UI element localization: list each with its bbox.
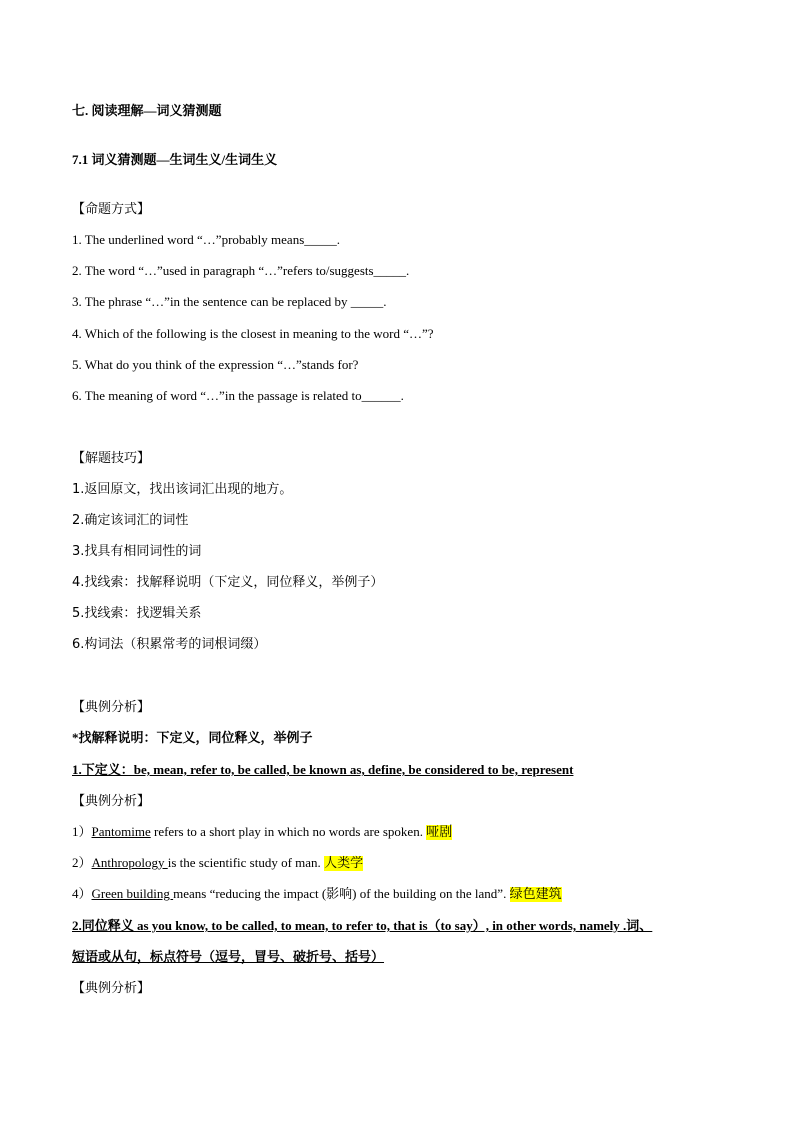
example-answer: 绿色建筑: [509, 887, 562, 902]
tips-title: 【解题技巧】: [72, 450, 151, 465]
question-form-item-6: 6. The meaning of word “…”in the passage is related to______.: [72, 388, 404, 403]
appositive-heading-line-2: 短语或从句，标点符号（逗号，冒号、破折号、括号）: [72, 949, 385, 964]
definition-heading: 1.下定义：be, mean, refer to, be called, be known as, define, be considered to be, represent: [72, 762, 574, 777]
examples-title: 【典例分析】: [72, 699, 151, 714]
examples-subtitle-2: 【典例分析】: [72, 980, 151, 995]
example-answer: 哑剧: [426, 825, 453, 840]
question-form-item-4: 4. Which of the following is the closest in meaning to the word “…”?: [72, 326, 434, 341]
question-form-item-1: 1. The underlined word “…”probably means_____.: [72, 232, 340, 247]
example-2: [72, 854, 363, 873]
examples-subtitle-1: 【典例分析】: [72, 793, 151, 808]
question-form-item-5: 5. What do you think of the expression “…”stands for?: [72, 357, 359, 372]
sub-heading: 7.1 词义猜测题—生词生义/生词生义: [72, 152, 278, 167]
tip-item-5: 5.找线索：找逻辑关系: [72, 606, 202, 621]
example-number: 4）: [72, 886, 92, 901]
example-3: [72, 885, 562, 904]
example-answer: 人类学: [324, 856, 364, 871]
example-number: 1）: [72, 824, 92, 839]
example-term: Anthropology: [91, 855, 168, 870]
example-text: means “reducing the impact (影响) of the building on the land”.: [173, 886, 510, 901]
example-term: Pantomime: [91, 824, 151, 839]
question-form-item-2: 2. The word “…”used in paragraph “…”refers to/suggests_____.: [72, 263, 410, 278]
tip-item-2: 2.确定该词汇的词性: [72, 513, 189, 528]
tip-item-4: 4.找线索：找解释说明（下定义，同位释义，举例子）: [72, 575, 384, 590]
example-1: [72, 823, 452, 842]
question-forms-title: 【命题方式】: [72, 201, 151, 216]
example-text: refers to a short play in which no words are spoken.: [150, 824, 427, 839]
tip-item-1: 1.返回原文，找出该词汇出现的地方。: [72, 482, 293, 497]
tip-item-6: 6.构词法（积累常考的词根词缀）: [72, 637, 267, 652]
example-number: 2）: [72, 855, 92, 870]
tip-item-3: 3.找具有相同词性的词: [72, 544, 202, 559]
question-form-item-3: 3. The phrase “…”in the sentence can be replaced by _____.: [72, 294, 387, 309]
example-term: Green building: [91, 886, 174, 901]
clue-heading: *找解释说明：下定义，同位释义，举例子: [72, 730, 313, 745]
main-heading: 七. 阅读理解—词义猜测题: [72, 103, 222, 118]
appositive-heading-line-1: 2.同位释义 as you know, to be called, to mean, to refer to, that is（to say）, in other words, namely .词、: [72, 918, 653, 933]
example-text: is the scientific study of man.: [167, 855, 325, 870]
